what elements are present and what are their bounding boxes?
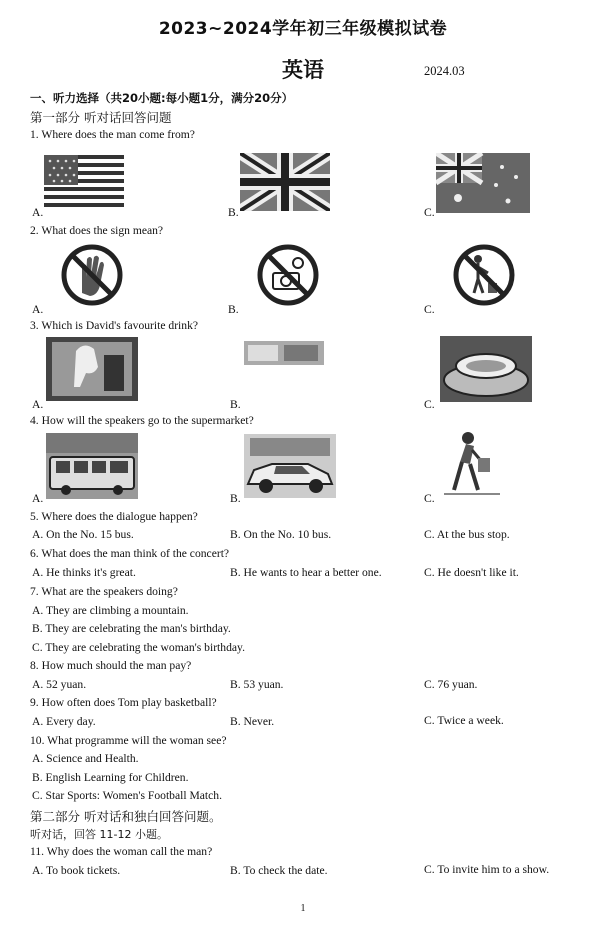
uk-flag-image [240, 153, 330, 211]
q1-option-a: A. [32, 206, 44, 219]
question-8: 8. How much should the man pay? [30, 659, 192, 672]
question-11: 11. Why does the woman call the man? [30, 845, 213, 858]
q6-option-c: C. He doesn't like it. [424, 566, 519, 579]
question-6: 6. What does the man think of the concert? [30, 547, 230, 560]
q3-option-a: A. [32, 398, 44, 411]
q11-option-a: A. To book tickets. [32, 864, 121, 877]
section-one-heading: 一、听力选择（共20小题:每小题1分，满分20分） [30, 91, 294, 105]
q3-option-b: B. [230, 398, 241, 411]
question-2: 2. What does the sign mean? [30, 224, 164, 237]
q11-option-c: C. To invite him to a show. [424, 863, 550, 876]
question-1: 1. Where does the man come from? [30, 128, 195, 141]
part-two-instruction: 听对话，回答 11-12 小题。 [30, 828, 168, 841]
exam-title: 2023~2024学年初三年级模拟试卷 [158, 19, 448, 39]
q8-option-c: C. 76 yuan. [424, 678, 478, 691]
q4-option-b: B. [230, 492, 241, 505]
q7-option-b: B. They are celebrating the man's birthday. [32, 622, 231, 635]
australia-flag-image [436, 153, 530, 213]
q5-option-c: C. At the bus stop. [424, 528, 510, 541]
q1-option-c: C. [424, 206, 435, 219]
walking-person-image [442, 428, 502, 498]
no-photos-sign-image [256, 243, 320, 307]
q6-option-a: A. He thinks it's great. [32, 566, 136, 579]
q10-option-c: C. Star Sports: Women's Football Match. [32, 789, 222, 802]
question-7: 7. What are the speakers doing? [30, 585, 178, 598]
q1-option-b: B. [228, 206, 239, 219]
q7-option-c: C. They are celebrating the woman's birthday. [32, 641, 245, 654]
usa-flag-image [44, 155, 124, 211]
q5-option-b: B. On the No. 10 bus. [230, 528, 332, 541]
drink-carton-image [244, 339, 324, 369]
question-10: 10. What programme will the woman see? [30, 734, 227, 747]
q9-option-b: B. Never. [230, 715, 275, 728]
q6-option-b: B. He wants to hear a better one. [230, 566, 382, 579]
subject-title: 英语 [282, 58, 324, 82]
q5-option-a: A. On the No. 15 bus. [32, 528, 134, 541]
no-touching-sign-image [60, 243, 124, 307]
q10-option-a: A. Science and Health. [32, 752, 139, 765]
q4-option-c: C. [424, 492, 435, 505]
q2-option-a: A. [32, 303, 44, 316]
question-5: 5. Where does the dialogue happen? [30, 510, 198, 523]
q10-option-b: B. English Learning for Children. [32, 771, 189, 784]
drink-bottle-image [46, 337, 138, 401]
q8-option-b: B. 53 yuan. [230, 678, 284, 691]
q9-option-c: C. Twice a week. [424, 714, 504, 727]
q7-option-a: A. They are climbing a mountain. [32, 604, 189, 617]
q2-option-b: B. [228, 303, 239, 316]
q4-option-a: A. [32, 492, 44, 505]
q2-option-c: C. [424, 303, 435, 316]
car-image [244, 434, 336, 498]
q3-option-c: C. [424, 398, 435, 411]
part-one-heading: 第一部分 听对话回答问题 [30, 110, 172, 125]
q9-option-a: A. Every day. [32, 715, 96, 728]
question-4: 4. How will the speakers go to the supermarket? [30, 414, 254, 427]
exam-date: 2024.03 [424, 64, 465, 78]
q8-option-a: A. 52 yuan. [32, 678, 87, 691]
part-two-heading: 第二部分 听对话和独白回答问题。 [30, 809, 222, 824]
no-littering-sign-image [452, 243, 516, 307]
tea-cup-image [440, 336, 532, 402]
question-3: 3. Which is David's favourite drink? [30, 319, 199, 332]
q11-option-b: B. To check the date. [230, 864, 328, 877]
bus-image [46, 433, 138, 499]
question-9: 9. How often does Tom play basketball? [30, 696, 217, 709]
page-number: 1 [300, 903, 306, 914]
